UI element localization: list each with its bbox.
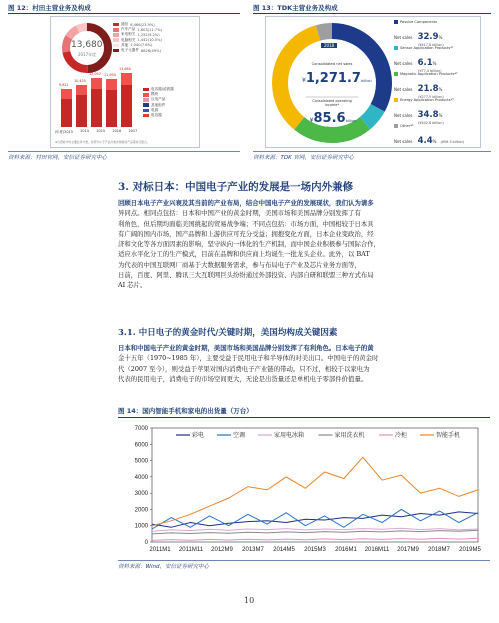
legend-swatch [113,49,119,53]
segment-pct: 34.8 [417,110,439,120]
figure-13-source: 资料来源：TDK 官网，安信证券研究中心 [253,155,354,161]
tdk-op-income [308,107,358,126]
pct-sign: % [438,113,443,118]
legend-swatch [143,103,149,107]
figure-14-top-rule [118,417,490,418]
series-line-彩电 [152,512,478,527]
legend-value: 1,603(11.7%) [137,27,162,32]
legend-label: 汽车产品 [121,27,136,32]
murata-bar-2015-top [91,78,102,89]
figure-13-top-rule [253,13,491,14]
legend-swatch [113,23,119,27]
figure-14-chart [118,420,490,560]
tdk-op-label: Consolidated operating income* [312,99,352,107]
series-line-冷柜 [152,538,478,540]
murata-bars [61,73,132,127]
murata-footnote: ※以营收中为主要业务分类，将部分小于产品分类并销售的产品等进行组合。 [55,140,150,144]
legend-value: 6,466(23.9%) [130,22,155,27]
bar-value-label: 10,435 [74,79,86,83]
bar-value-label: 12,097 [89,72,101,76]
legend-label: 智能手机 [436,432,461,439]
murata-bar-2017 [121,85,132,127]
legend-label: 电源 [151,107,159,112]
x-tick-label: 2016M1 [335,547,357,553]
legend-value: 1,040(7.6%) [130,43,153,48]
paragraph-line: 适应水平化分工的生产模式，目前在品牌和供应商上均诞生一批龙头企业。此外，以 BAT [118,250,370,259]
figure-12-title: 图 12：村田主营业务及构成 [8,4,91,12]
murata-year-axis [51,129,141,134]
legend-label: 空调 [233,432,246,439]
segment-sales-label: Net sales [394,35,413,40]
legend-label: 冷柜 [395,432,408,439]
currency-sign: ¥ [309,117,314,124]
net-sales-unit: billion [360,79,372,83]
legend-swatch [143,88,149,92]
pct-sign: % [438,35,443,40]
x-tick-label: 2015M3 [304,547,326,553]
murata-panel [50,16,200,148]
legend-value: 1,252(9.2%) [137,32,160,37]
y-tick-label: 1000 [134,523,148,530]
pct-sign: % [432,61,437,66]
year-label: 2015 [96,129,106,133]
y-tick-label: 4000 [134,474,148,481]
y-tick-label: 5000 [134,458,148,465]
year-label: 2017 [128,129,138,133]
section-3-1-heading: 3.1. 中日电子的黄金时代/关键时期，美国均构成关键因素 [118,328,338,338]
segment-name: Other*⁴ [400,124,414,128]
bar-value-label: 9,621 [59,83,69,87]
x-tick-label: 2018M7 [428,547,450,553]
segment-amount: (¥442.8 billion) [418,121,444,125]
paragraph-line: 异同点。相同点包括：日本和中国产业的黄金时期，美国市场和美国品牌分别发挥了有 [118,209,361,218]
x-tick-label: 2014M5 [273,547,295,553]
legend-label: 电脑相关 [121,37,136,42]
op-income-value: 85.6 [313,111,346,126]
legend-label: 电子元器件 [121,48,139,53]
net-sales-value: 1,271.7 [305,71,361,86]
figure-12-bottom-rule [8,151,240,152]
murata-bar-2013-top [61,89,72,99]
murata-bar-2015 [91,89,102,127]
tdk-net-sales [302,67,372,86]
legend-swatch [113,38,119,42]
legend-label: 家用电冰箱 [274,432,305,439]
section-3-heading: 3. 对标日本：中国电子产业的发展是一场内外兼修 [118,181,354,193]
section-3-1-body [118,343,490,384]
paragraph-line: 济和文化等各方面因素的影响，坚守纵向一体化的生产机制，而中国企业积极参与国际合作， [118,240,381,249]
paragraph-line: 利角色，但后期均面临美国挑起的贸易战争端；不同点包括：市场方面，中国相较于日本具 [118,219,374,228]
tdk-segment-sensor [394,46,474,73]
murata-donut-legend [113,22,162,53]
murata-center-sub: 2017年度 [78,52,97,57]
legend-value: 1,442(10.5%) [137,38,162,43]
legend-label: 电容器 [151,113,162,118]
segment-amount: (¥417.8 billion) [418,43,444,47]
paragraph-line: 代表的民用电子，消费电子的市场空间更大，无论是出货量还是单机电子零部件价值量。 [118,374,368,383]
x-tick-label: 2017M9 [397,547,419,553]
x-tick-label: 2012M9 [211,547,233,553]
murata-bar-legend [143,87,174,118]
segment-amount: (¥77.4 billion) [418,69,442,73]
murata-bar-2014 [76,95,87,127]
legend-label: 家电相关 [121,32,136,37]
x-tick-label: 2011M11 [178,547,204,553]
figure-14-bottom-rule [118,560,490,561]
figure-12-top-rule [8,13,240,14]
murata-bar-2014-top [76,85,87,95]
section-3-body [118,198,490,291]
segment-sales-label: Net sales [394,139,413,144]
segment-amount: (¥277.5 billion) [418,95,444,99]
y-tick-label: 2000 [134,507,148,514]
murata-legend-item [113,48,162,53]
murata-bar-2016-top [106,79,117,90]
legend-swatch [143,114,149,118]
currency-sign: ¥ [302,77,306,84]
pct-sign: % [438,87,443,92]
segment-pct: 4.4 [417,136,433,146]
pct-sign: % [432,139,437,144]
murata-bar-2013 [61,99,72,127]
year-label: (年度)2013 [54,130,73,134]
paragraph-line: AI 芯片。 [118,281,147,290]
legend-swatch [113,33,119,37]
series-line-家用洗衣机 [152,530,478,534]
segment-name: Sensor Application Products*¹ [400,46,454,50]
y-tick-label: 7000 [134,426,148,432]
legend-label: 其他组件 [151,102,166,107]
legend-value: 6826(49%) [140,48,161,53]
paragraph-line: 代（2007 至今），则受益于苹果对国内消费电子产业链的带动。只不过，相较于以家电为 [118,364,370,373]
segment-sales-label: Net sales [394,87,413,92]
legend-label: 其他 [121,42,129,47]
year-label: 2016 [112,129,122,133]
y-tick-label: 3000 [134,491,148,498]
paragraph-line: 回顾日本电子产业兴衰及其当前的产业布局，结合中国电子产业的发展现状，我们认为请多 [118,199,374,207]
legend-swatch [113,28,119,32]
legend-label: 家用洗衣机 [334,432,365,439]
murata-center-value: 13,680 [71,40,103,50]
figure-13-bottom-rule [253,151,491,152]
legend-swatch [143,98,149,102]
tdk-year-badge: 2018 [321,43,337,48]
paragraph-line: 日前，百度、阿里、腾讯三大互联网巨头纷纷通过外部投资、内部自研和联盟三种方式布局 [118,271,374,280]
year-label: 2014 [80,129,89,133]
segment-name: Magnetic Application Products*² [400,72,458,76]
x-tick-label: 2011M1 [149,547,171,553]
figure-14-title: 图 14：国内智能手机和家电的出货量（万台） [118,407,253,415]
legend-label: 彩电 [192,432,205,439]
segment-name: Energy Application Products*³ [400,98,454,102]
segment-pct: 21.8 [417,84,439,94]
legend-swatch [113,44,119,48]
murata-bar-2016 [106,90,117,127]
murata-bar-legend-item [143,113,174,118]
segment-pct: 32.9 [417,32,439,42]
paragraph-line: 日本和中国电子产业的黄金时期，美国市场和美国品牌分别发挥了有利角色。日本电子的黄 [118,344,374,352]
murata-bar-2017-top [121,73,132,85]
tdk-segment-energy [394,98,474,125]
segment-name: Passive Components [400,20,438,24]
y-tick-label: 0 [144,540,148,546]
figure-14-source: 资料来源：Wind，安信证券研究中心 [118,564,209,570]
plot-frame [152,428,478,542]
legend-swatch [143,93,149,97]
tdk-segment-magnetic [394,72,474,99]
segment-pct: 6.1 [417,58,433,68]
legend-swatch [143,109,149,113]
segment-amount: (¥56.3 billion) [440,140,465,144]
tdk-segment-passive [394,20,474,47]
bar-value-label: 13,680 [119,67,131,71]
legend-label: 通信 [121,22,129,27]
figure-13-title: 图 13：TDK主营业务及构成 [253,4,338,12]
tdk-consolidated-label: Consolidated net sales [311,62,353,66]
figure-12-source: 资料来源：村田官网，安信证券研究中心 [8,155,108,161]
segment-sales-label: Net sales [394,113,413,118]
legend-label: 压电产品 [151,97,166,102]
legend-label: 模块 [151,92,159,97]
tdk-segment-other [394,124,474,147]
series-line-智能手机 [152,457,478,525]
legend-label: 电容器/滤波器 [151,87,174,92]
paragraph-line: 金十五年（1970~1985 年），主要受益于民用电子和半导体的对美出口。中国电子的黄金时 [118,354,379,363]
x-tick-label: 2016M11 [364,547,390,553]
x-tick-label: 2013M7 [242,547,264,553]
paragraph-line: 为代表的中国互联网厂商基于大数据服务需求，参与布局电子产业及芯片业务方面等， [118,260,361,269]
op-income-unit: billion [345,119,357,123]
paragraph-line: 有广阔的国内市场，国产品牌和上游供应可充分受益；拥抱变化方面，日本企业变政治，经 [118,229,374,238]
page-number: 10 [244,596,255,605]
x-tick-label: 2019M5 [459,547,481,553]
y-tick-label: 6000 [134,442,148,449]
segment-sales-label: Net sales [394,61,413,66]
bar-value-label: 11,994 [104,73,116,77]
